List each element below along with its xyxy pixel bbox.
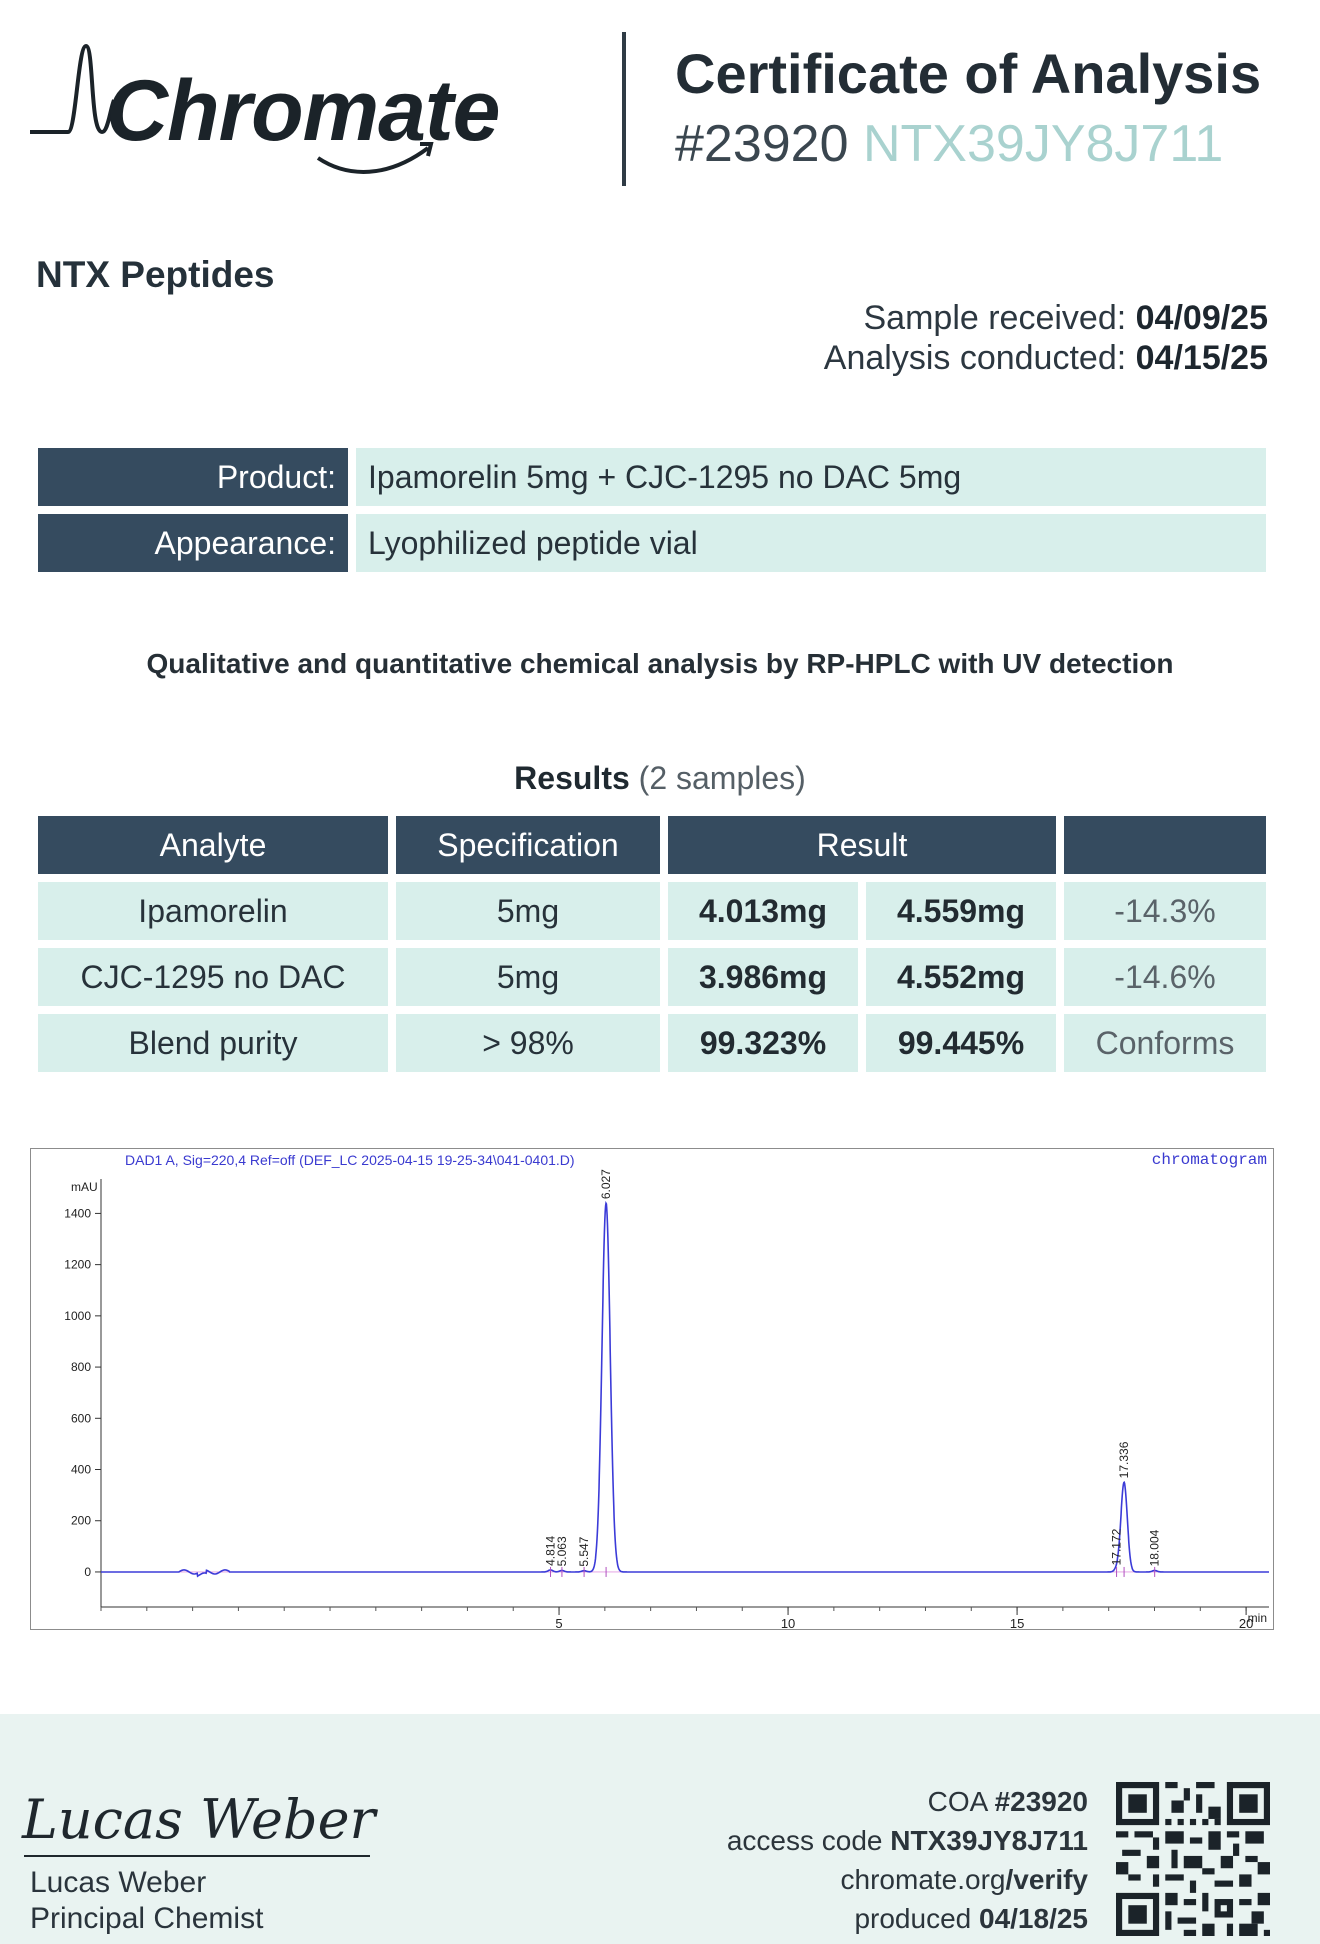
appearance-value: Lyophilized peptide vial	[356, 514, 1266, 572]
peak-label: 5.547	[577, 1536, 592, 1567]
results-caption	[0, 760, 1320, 797]
access-code	[727, 1821, 1088, 1860]
header-specification: Specification	[396, 816, 660, 874]
table-cell-spec: > 98%	[396, 1014, 660, 1072]
access-value: NTX39JY8J711	[890, 1825, 1088, 1856]
coa-label: COA	[927, 1786, 987, 1817]
x-tick-label: 20	[1238, 1616, 1254, 1628]
table-cell-analyte: Blend purity	[38, 1014, 388, 1072]
signature-text: Lucas Weber	[22, 1788, 376, 1851]
peak-label: 17.336	[1117, 1441, 1132, 1479]
y-tick-label: 0	[84, 1564, 91, 1579]
header-result: Result	[668, 816, 1056, 874]
product-row	[38, 448, 1266, 506]
y-tick-label: 1000	[64, 1308, 91, 1323]
produced-date	[727, 1899, 1088, 1938]
produced-label: produced	[854, 1903, 972, 1934]
verify-path[interactable]: /verify	[1005, 1864, 1088, 1895]
client-name: NTX Peptides	[36, 254, 275, 295]
x-tick-label: 15	[1009, 1616, 1025, 1628]
peak-label: 6.027	[599, 1169, 614, 1200]
results-title: Results	[514, 760, 630, 796]
x-axis-unit: min	[1247, 1611, 1267, 1625]
verify-link[interactable]	[727, 1860, 1088, 1899]
y-tick-label: 1200	[64, 1257, 91, 1272]
x-tick-label: 5	[555, 1616, 563, 1628]
produced-value: 04/18/25	[979, 1903, 1088, 1934]
peak-label: 4.814	[543, 1535, 558, 1566]
conducted-date: 04/15/25	[1135, 339, 1268, 377]
table-cell-spec: 5mg	[396, 948, 660, 1006]
dates-block	[824, 298, 1268, 378]
coa-info	[727, 1782, 1088, 1938]
signer-title: Principal Chemist	[30, 1902, 264, 1935]
chromatogram-panel	[30, 1148, 1274, 1630]
peak-label: 18.004	[1147, 1529, 1162, 1567]
coa-number	[727, 1782, 1088, 1821]
peak-label: 5.063	[554, 1536, 569, 1567]
chromatogram-chart	[31, 1149, 1272, 1628]
certificate-code: NTX39JY8J711	[862, 115, 1224, 173]
sample-received	[824, 298, 1268, 338]
table-cell-result-1: 99.323%	[668, 1014, 858, 1072]
table-cell-status: -14.3%	[1064, 882, 1266, 940]
product-label: Product:	[38, 448, 348, 506]
peak-label: 17.172	[1109, 1528, 1124, 1566]
signal-label: DAD1 A, Sig=220,4 Ref=off (DEF_LC 2025-04-15 19-25-34\041-0401.D)	[125, 1152, 575, 1168]
table-cell-analyte: Ipamorelin	[38, 882, 388, 940]
y-axis-unit: mAU	[71, 1180, 98, 1194]
verify-host[interactable]: chromate.org	[840, 1864, 1006, 1895]
analysis-method: Qualitative and quantitative chemical analysis by RP-HPLC with UV detection	[146, 648, 1174, 679]
y-tick-label: 600	[70, 1411, 91, 1426]
qr-code-icon[interactable]	[1116, 1782, 1270, 1936]
chromatogram-trace	[101, 1203, 1269, 1576]
table-cell-result-2: 99.445%	[866, 1014, 1056, 1072]
header-status	[1064, 816, 1266, 874]
y-tick-label: 800	[70, 1360, 91, 1375]
table-cell-result-2: 4.552mg	[866, 948, 1056, 1006]
brand-name: Chromate	[106, 63, 500, 159]
table-cell-status: -14.6%	[1064, 948, 1266, 1006]
y-tick-label: 1400	[64, 1206, 91, 1221]
analysis-conducted	[824, 338, 1268, 378]
product-value: Ipamorelin 5mg + CJC-1295 no DAC 5mg	[356, 448, 1266, 506]
y-tick-label: 400	[70, 1462, 91, 1477]
results-count: (2 samples)	[638, 760, 806, 796]
chromate-logo	[28, 40, 500, 180]
table-cell-analyte: CJC-1295 no DAC	[38, 948, 388, 1006]
header-divider	[622, 32, 626, 186]
table-cell-spec: 5mg	[396, 882, 660, 940]
certificate-id: #23920	[675, 115, 849, 173]
certificate-title: Certificate of Analysis	[675, 42, 1262, 105]
appearance-label: Appearance:	[38, 514, 348, 572]
coa-value: #23920	[994, 1786, 1088, 1817]
results-table	[38, 816, 1266, 1072]
received-date: 04/09/25	[1135, 299, 1268, 337]
table-cell-status: Conforms	[1064, 1014, 1266, 1072]
appearance-row	[38, 514, 1266, 572]
y-tick-label: 200	[70, 1513, 91, 1528]
signature	[18, 1776, 378, 1866]
received-label: Sample received:	[863, 299, 1127, 337]
table-cell-result-2: 4.559mg	[866, 882, 1056, 940]
x-tick-label: 10	[780, 1616, 796, 1628]
signer-name: Lucas Weber	[30, 1866, 207, 1899]
certificate-number	[675, 115, 1224, 173]
table-cell-result-1: 4.013mg	[668, 882, 858, 940]
access-label: access code	[726, 1825, 883, 1856]
chromatogram-tag: chromatogram	[1151, 1151, 1267, 1169]
header-analyte: Analyte	[38, 816, 388, 874]
conducted-label: Analysis conducted:	[823, 339, 1127, 377]
table-cell-result-1: 3.986mg	[668, 948, 858, 1006]
